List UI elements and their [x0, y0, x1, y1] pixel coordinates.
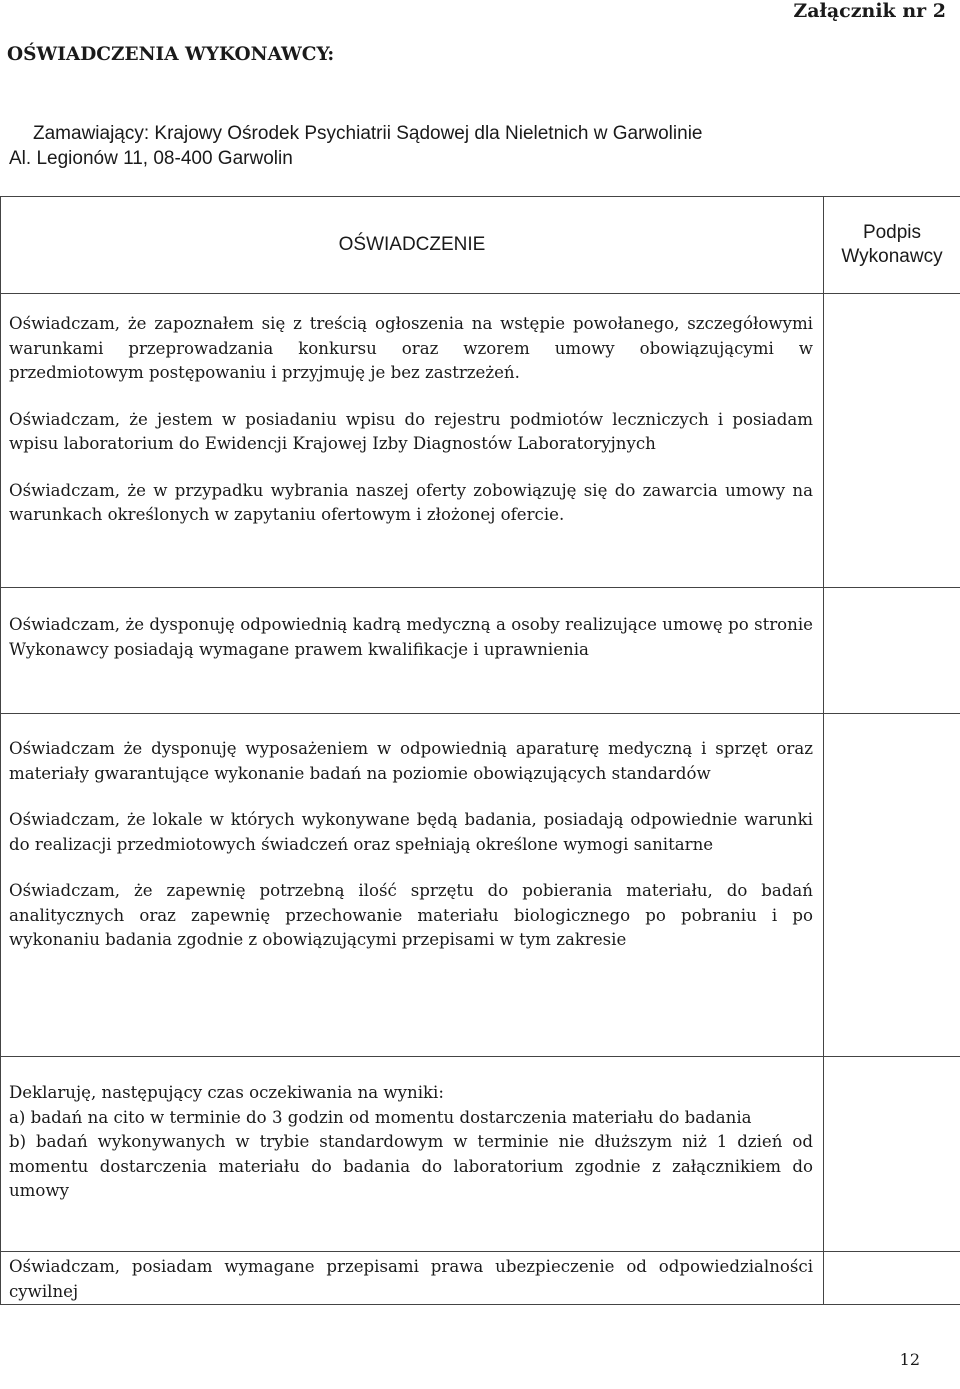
table-header-row: [1, 197, 960, 294]
signature-cell[interactable]: [824, 714, 960, 1057]
statement-paragraph: Oświadczam, że jestem w posiadaniu wpisu do rejestru podmiotów leczniczych i posiadam wpisu laboratorium do Ewidencji Krajowej Izby Diagnostów Laboratoryjnych: [9, 409, 813, 453]
signature-cell[interactable]: [824, 588, 960, 714]
header-signature-line-2: Wykonawcy: [841, 246, 943, 267]
statement-paragraph: Oświadczam, że dysponuję odpowiednią kadrą medyczną a osoby realizujące umowę po stronie Wykonawcy posiadają wymagane prawem kwalifikacje i uprawnienia: [9, 615, 813, 659]
orderer-line-1: Zamawiający: Krajowy Ośrodek Psychiatrii Sądowej dla Nieletnich w Garwolinie: [33, 123, 703, 144]
statement-paragraph: Oświadczam, że zapoznałem się z treścią ogłoszenia na wstępie powołanego, szczegółowymi warunkami przeprowadzania konkursu oraz wzorem umowy obowiązującymi w przedmiotowym postępowaniu i przyjmuję je bez zastrzeżeń.: [9, 314, 813, 382]
header-statement: OŚWIADCZENIE: [1, 197, 824, 294]
signature-cell[interactable]: [824, 1252, 960, 1305]
statement-paragraph: Oświadczam, posiadam wymagane przepisami prawa ubezpieczenie od odpowiedzialności cywilnej: [9, 1257, 813, 1301]
signature-cell[interactable]: [824, 294, 960, 588]
header-signature: [824, 197, 960, 294]
statement-cell: [1, 1057, 824, 1252]
orderer-block: [9, 121, 933, 171]
document-heading: OŚWIADCZENIA WYKONAWCY:: [7, 44, 335, 65]
orderer-line-2: Al. Legionów 11, 08-400 Garwolin: [9, 148, 293, 169]
header-signature-line-1: Podpis: [862, 222, 922, 243]
statement-paragraph: b) badań wykonywanych w trybie standardowym w terminie nie dłuższym niż 1 dzień od momentu dostarczenia materiału do badania do laboratorium zgodnie z załącznikiem do umowy: [9, 1132, 813, 1200]
statement-cell: [1, 294, 824, 588]
signature-cell[interactable]: [824, 1057, 960, 1252]
annex-label: Załącznik nr 2: [793, 0, 946, 22]
statement-cell: [1, 1252, 824, 1305]
statement-paragraph: Deklaruję, następujący czas oczekiwania na wyniki:: [9, 1083, 444, 1102]
statement-paragraph: Oświadczam, że zapewnię potrzebną ilość sprzętu do pobierania materiału, do badań analitycznych oraz zapewnię przechowanie materiału biologicznego po pobraniu i po wykonaniu badania zgodnie z obowiązującymi przepisami w tym zakresie: [9, 881, 813, 949]
declarations-table: [0, 196, 960, 1305]
table-row: [1, 588, 960, 714]
statement-paragraph: Oświadczam że dysponuję wyposażeniem w odpowiednią aparaturę medyczną i sprzęt oraz materiały gwarantujące wykonanie badań na poziomie obowiązujących standardów: [9, 739, 813, 783]
table-row: [1, 1057, 960, 1252]
table-row: [1, 714, 960, 1057]
statement-cell: [1, 588, 824, 714]
statement-paragraph: Oświadczam, że lokale w których wykonywane będą badania, posiadają odpowiednie warunki do realizacji przedmiotowych świadczeń oraz spełniają określone wymogi sanitarne: [9, 810, 813, 854]
page-number: 12: [899, 1350, 920, 1369]
table-row: [1, 1252, 960, 1305]
table-row: [1, 294, 960, 588]
statement-paragraph: a) badań na cito w terminie do 3 godzin od momentu dostarczenia materiału do badania: [9, 1107, 752, 1127]
statement-paragraph: Oświadczam, że w przypadku wybrania naszej oferty zobowiązuję się do zawarcia umowy na warunkach określonych w zapytaniu ofertowym i złożonej ofercie.: [9, 480, 813, 524]
statement-cell: [1, 714, 824, 1057]
